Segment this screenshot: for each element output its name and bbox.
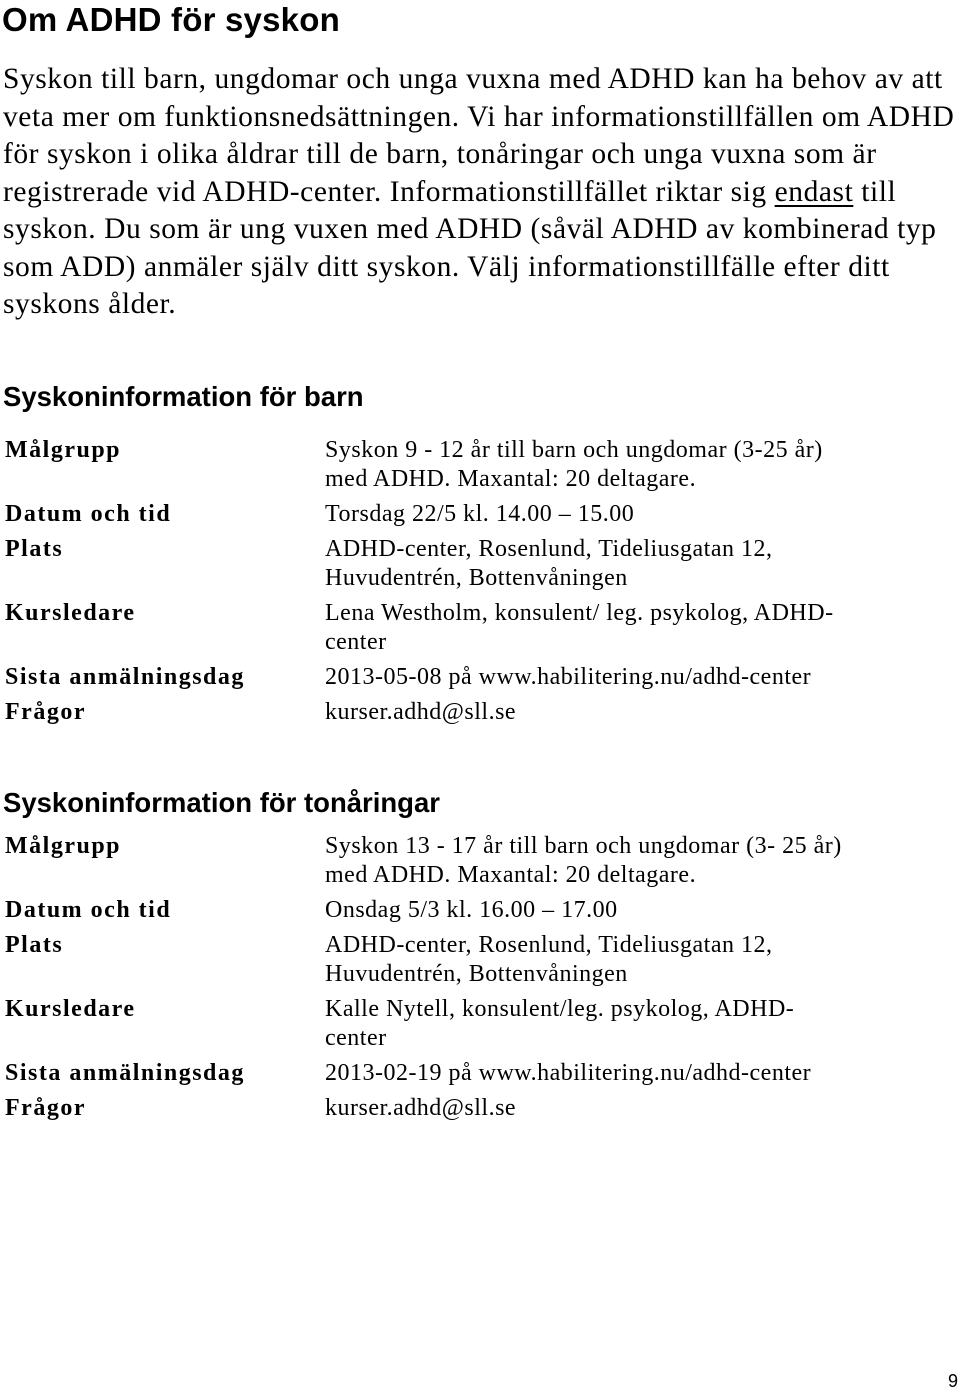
info-row-malgrupp — [5, 436, 955, 500]
info-row-plats — [5, 535, 955, 599]
info-table-tonaringar — [5, 832, 955, 1123]
intro-paragraph — [3, 61, 958, 324]
info-value: Torsdag 22/5 kl. 14.00 – 15.00 — [325, 501, 635, 527]
info-value: Kalle Nytell, konsulent/leg. psykolog, ADHD- center — [325, 996, 795, 1051]
info-value: Syskon 9 - 12 år till barn och ungdomar (3-25 år) med ADHD. Maxantal: 20 deltagare. — [325, 437, 823, 492]
info-label: Datum och tid — [5, 501, 172, 527]
info-value: ADHD-center, Rosenlund, Tideliusgatan 12, Huvudentrén, Bottenvåningen — [325, 932, 773, 987]
info-row-sista-anmalningsdag — [5, 1059, 955, 1094]
info-value: 2013-02-19 på www.habilitering.nu/adhd-center — [325, 1060, 812, 1086]
info-label: Plats — [5, 536, 64, 562]
info-value: Lena Westholm, konsulent/ leg. psykolog, ADHD- center — [325, 600, 834, 655]
info-label: Frågor — [5, 699, 86, 725]
info-label: Plats — [5, 932, 64, 958]
info-value: kurser.adhd@sll.se — [325, 1095, 517, 1121]
info-label: Sista anmälningsdag — [5, 664, 245, 690]
info-label: Sista anmälningsdag — [5, 1060, 245, 1086]
intro-text-before: Syskon till barn, ungdomar och unga vuxna med ADHD kan ha behov av att veta mer om funktionsnedsättningen. Vi har informationstillfällen om ADHD för syskon i olika åldrar till de barn, tonåringar och unga vuxna som är registrerade vid ADHD-center. Informationstillfället riktar sig — [3, 63, 955, 208]
info-row-fragor — [5, 698, 955, 727]
info-row-kursledare — [5, 599, 955, 663]
section-heading-barn: Syskoninformation för barn — [3, 381, 364, 412]
info-label: Kursledare — [5, 996, 136, 1022]
section-heading-tonaringar: Syskoninformation för tonåringar — [3, 787, 440, 818]
info-row-datum — [5, 500, 955, 535]
info-row-sista-anmalningsdag — [5, 663, 955, 698]
info-label: Kursledare — [5, 600, 136, 626]
info-value: kurser.adhd@sll.se — [325, 699, 517, 725]
info-label: Datum och tid — [5, 897, 172, 923]
info-row-datum — [5, 896, 955, 931]
intro-underlined-word: endast — [774, 175, 854, 208]
info-table-barn — [5, 436, 955, 727]
info-value: Syskon 13 - 17 år till barn och ungdomar (3- 25 år) med ADHD. Maxantal: 20 deltagare. — [325, 833, 842, 888]
info-label: Målgrupp — [5, 833, 122, 859]
page-title: Om ADHD för syskon — [2, 1, 340, 38]
info-row-fragor — [5, 1094, 955, 1123]
info-value: Onsdag 5/3 kl. 16.00 – 17.00 — [325, 897, 618, 923]
info-label: Målgrupp — [5, 437, 122, 463]
page-number: 9 — [947, 1371, 958, 1391]
info-value: 2013-05-08 på www.habilitering.nu/adhd-center — [325, 664, 812, 690]
info-row-malgrupp — [5, 832, 955, 896]
info-label: Frågor — [5, 1095, 86, 1121]
info-row-plats — [5, 931, 955, 995]
info-value: ADHD-center, Rosenlund, Tideliusgatan 12, Huvudentrén, Bottenvåningen — [325, 536, 773, 591]
info-row-kursledare — [5, 995, 955, 1059]
intro-text-after: till syskon. Du som är ung vuxen med ADHD (såväl ADHD av kombinerad typ som ADD) anmäler själv ditt syskon. Välj informationstillfälle efter ditt syskons ålder. — [3, 175, 937, 320]
